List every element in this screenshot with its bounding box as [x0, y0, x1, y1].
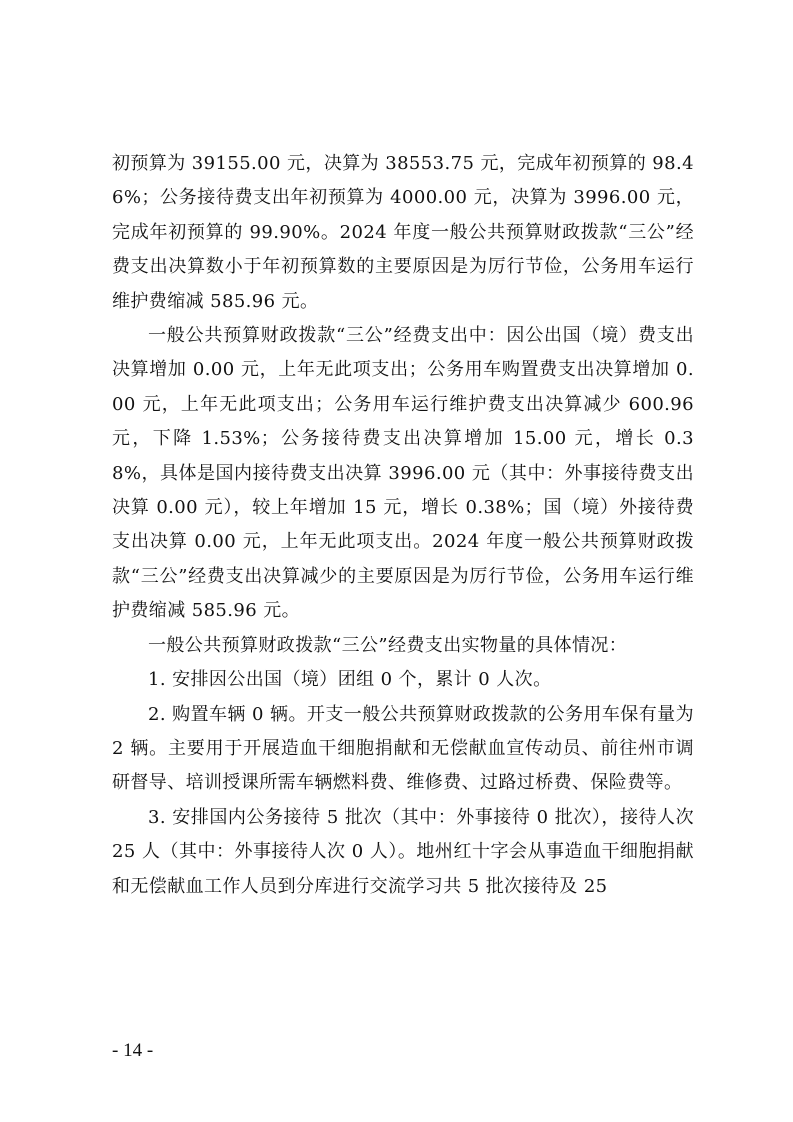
paragraph-physical-quantity-intro: 一般公共预算财政拨款“三公”经费支出实物量的具体情况：	[148, 634, 628, 656]
paragraph-item-1-overseas-groups: 1. 安排因公出国（境）团组 0 个，累计 0 人次。	[148, 669, 552, 691]
page-number: - 14 -	[112, 1040, 154, 1061]
paragraph-expense-changes: 一般公共预算财政拨款“三公”经费支出中：因公出国（境）费支出决算增加 0.00 元，上年无此项支出；公务用车购置费支出决算增加 0.00 元，上年无此项支出；公务用车运行维护费支出决算减少 600.96 元，下降 1.53%；公务接待费支出决算增加 15.00 元，增长 0.38%，具体是国内接待费支出决算 3996.00 元（其中：外事接待费支出决算 0.00 元），较上年增加 15 元，增长 0.38%；国（境）外接待费支出决算 0.00 元，上年无此项支出。2024 年度一般公共预算财政拨款“三公”经费支出决算减少的主要原因是为厉行节俭，公务用车运行维护费缩减 585.96 元。	[112, 325, 694, 622]
paragraph-item-2-vehicles: 2. 购置车辆 0 辆。开支一般公共预算财政拨款的公务用车保有量为 2 辆。主要用于开展造血干细胞捐献和无偿献血宣传动员、前往州市调研督导、培训授课所需车辆燃料费、维修费、过路过桥费、保险费等。	[112, 703, 694, 794]
document-body	[112, 147, 694, 904]
paragraph-item-3-reception: 3. 安排国内公务接待 5 批次（其中：外事接待 0 批次），接待人次 25 人（其中：外事接待人次 0 人）。地州红十字会从事造血干细胞捐献和无偿献血工作人员到分库进行交流学习共 5 批次接待及 25	[112, 806, 694, 897]
paragraph-budget-summary: 初预算为 39155.00 元，决算为 38553.75 元，完成年初预算的 98.46%；公务接待费支出年初预算为 4000.00 元，决算为 3996.00 元，完成年初预算的 99.90%。2024 年度一般公共预算财政拨款“三公”经费支出决算数小于年初预算数的主要原因是为厉行节俭，公务用车运行维护费缩减 585.96 元。	[112, 153, 694, 312]
